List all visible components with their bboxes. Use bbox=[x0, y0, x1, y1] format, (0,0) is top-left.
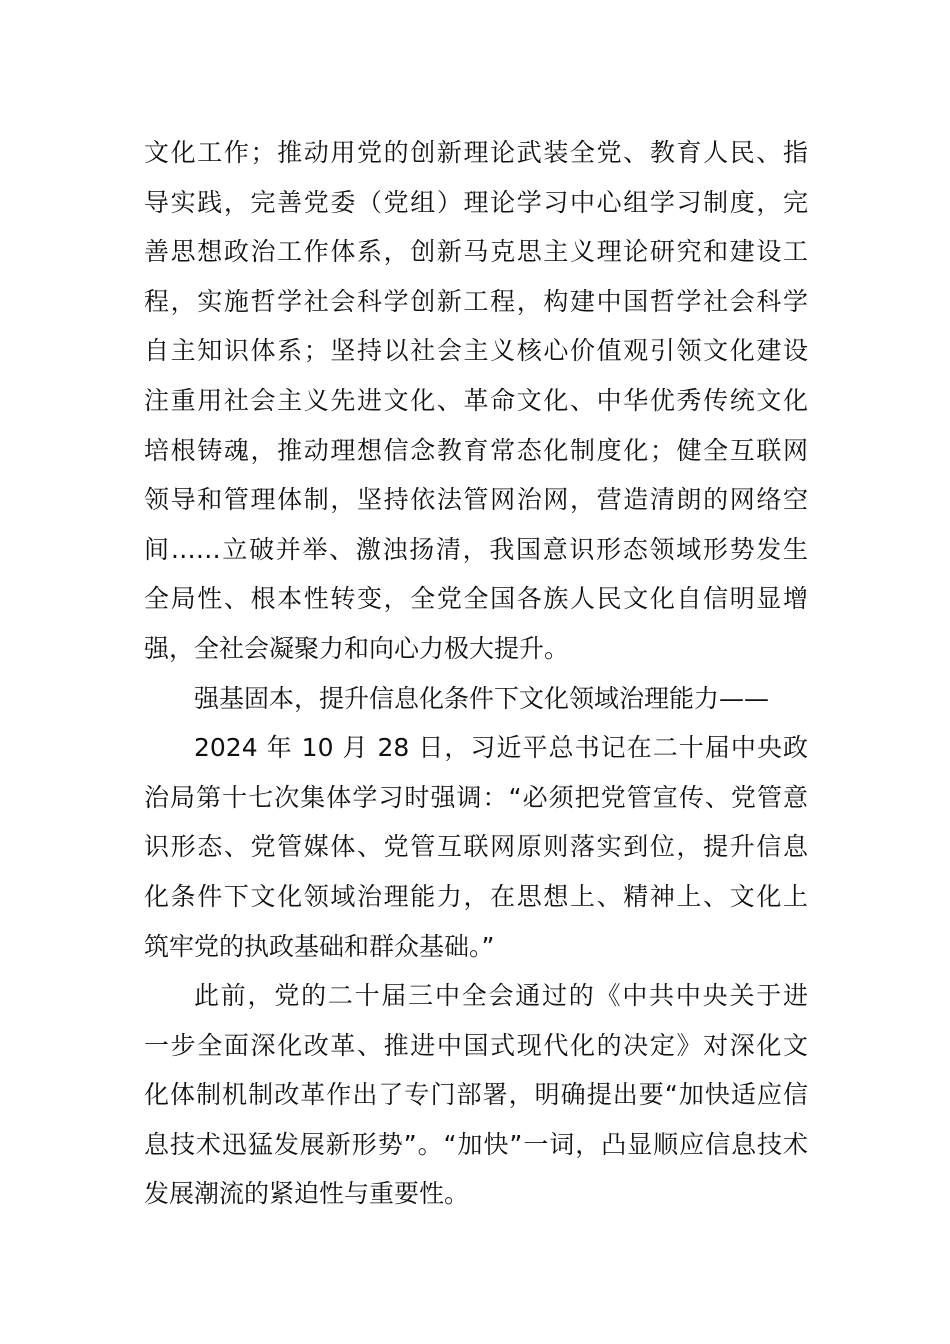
text-line: 文化工作；推动用党的创新理论武装全党、教育人民、指 bbox=[144, 138, 808, 167]
text-line: 强，全社会凝聚力和向心力极大提升。 bbox=[144, 633, 570, 663]
document-body bbox=[144, 128, 808, 1219]
text-line: 间……立破并举、激浊扬清，我国意识形态领域形势发生 bbox=[144, 534, 808, 564]
text-line: 筑牢党的执政基础和群众基础。” bbox=[144, 931, 495, 961]
text-line: 注重用社会主义先进文化、革命文化、中华优秀传统文化 bbox=[144, 385, 808, 415]
text-line: 此前，党的二十届三中全会通过的《中共中央关于进 bbox=[194, 981, 808, 1011]
text-line: 识形态、党管媒体、党管互联网原则落实到位，提升信息 bbox=[144, 832, 808, 862]
text-line: 一步全面深化改革、推进中国式现代化的决定》对深化文 bbox=[144, 1030, 808, 1060]
text-line: 善思想政治工作体系，创新马克思主义理论研究和建设工 bbox=[144, 237, 808, 267]
text-line: 领导和管理体制，坚持依法管网治网，营造清朗的网络空 bbox=[144, 485, 808, 515]
text-line: 化体制机制改革作出了专门部署，明确提出要“加快适应信 bbox=[144, 1080, 808, 1110]
text-line: 化条件下文化领域治理能力，在思想上、精神上、文化上 bbox=[144, 881, 808, 911]
text-line: 导实践，完善党委（党组）理论学习中心组学习制度，完 bbox=[144, 187, 808, 217]
text-line: 治局第十七次集体学习时强调：“必须把党管宣传、党管意 bbox=[144, 782, 808, 812]
text-line: 发展潮流的紧迫性与重要性。 bbox=[144, 1179, 470, 1209]
text-line: 培根铸魂，推动理想信念教育常态化制度化；健全互联网 bbox=[144, 435, 808, 465]
text-line: 全局性、根本性转变，全党全国各族人民文化自信明显增 bbox=[144, 584, 808, 614]
text-line: 自主知识体系；坚持以社会主义核心价值观引领文化建设 bbox=[144, 336, 808, 366]
text-line: 息技术迅猛发展新形势”。“加快”一词，凸显顺应信息技术 bbox=[144, 1129, 808, 1159]
text-line: 程，实施哲学社会科学创新工程，构建中国哲学社会科学 bbox=[144, 286, 808, 316]
section-heading: 强基固本，提升信息化条件下文化领域治理能力—— bbox=[194, 683, 770, 713]
text-line: 2024 年 10 月 28 日，习近平总书记在二十届中央政 bbox=[194, 733, 808, 763]
